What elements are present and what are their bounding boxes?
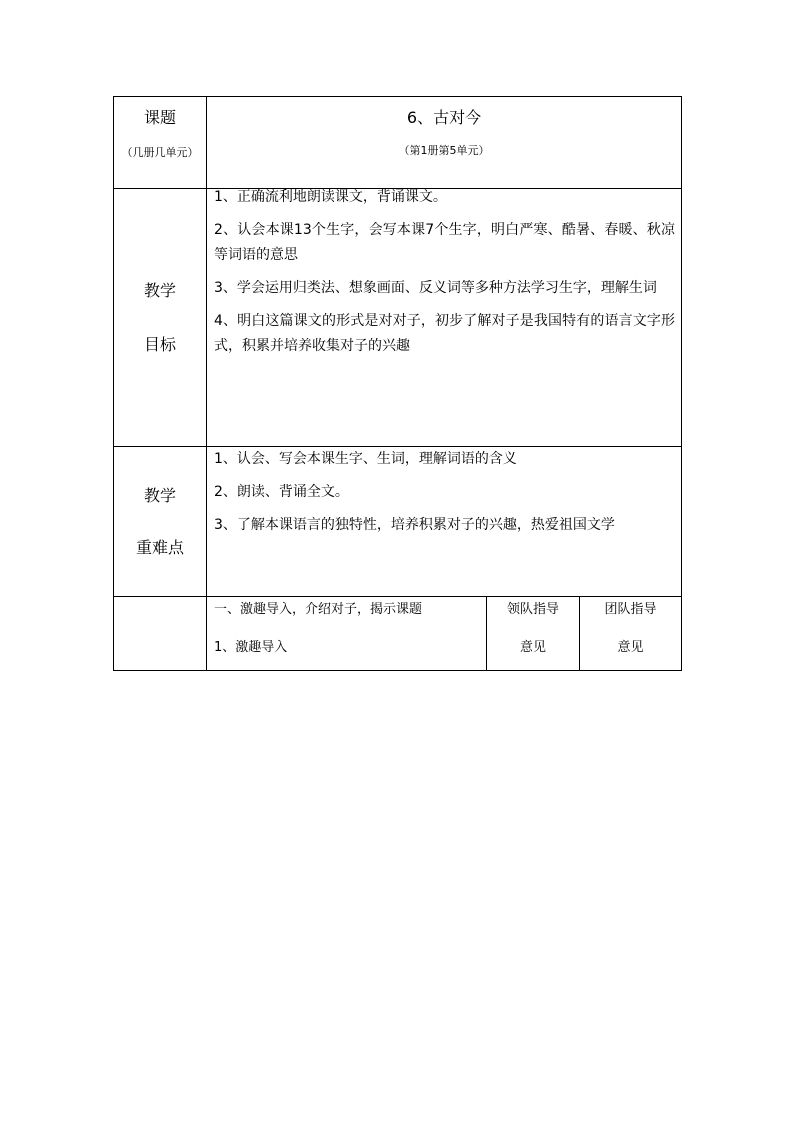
- process-label-cell: [114, 597, 207, 671]
- keypoint-item: 3、了解本课语言的独特性，培养积累对子的兴趣，热爱祖国文学: [214, 517, 615, 533]
- keypoint-item: 1、认会、写会本课生字、生词，理解词语的含义: [214, 451, 517, 467]
- process-row: [114, 597, 682, 671]
- topic-row: [114, 97, 682, 189]
- goal-item: 4、明白这篇课文的形式是对对子，初步了解对子是我国特有的语言文字形式，积累并培养收集对子的兴趣: [214, 313, 676, 354]
- lesson-plan-table: [113, 96, 682, 671]
- goals-label-line2: 目标: [143, 334, 176, 354]
- leader-guidance-cell: [487, 597, 580, 671]
- goals-content-cell: [207, 189, 682, 447]
- goal-item: 3、学会运用归类法、想象画面、反义词等多种方法学习生字，理解生词: [214, 280, 657, 296]
- keypoints-row: [114, 447, 682, 597]
- keypoints-label-line1: 教学: [143, 485, 176, 505]
- keypoints-label-line2: 重难点: [135, 537, 184, 557]
- goal-item: 2、认会本课13个生字，会写本课7个生字，明白严寒、酷暑、春暖、秋凉等词语的意思: [214, 222, 676, 263]
- leader-guidance-line2: 意见: [519, 640, 546, 655]
- keypoints-label-cell: [114, 447, 207, 597]
- topic-label-cell: [114, 97, 207, 189]
- team-guidance-line2: 意见: [617, 640, 644, 655]
- leader-guidance-line1: 领队指导: [506, 602, 559, 617]
- lesson-title: 6、古对今: [406, 108, 482, 127]
- process-step-title: 一、激趣导入，介绍对子，揭示课题: [214, 602, 423, 617]
- team-guidance-line1: 团队指导: [604, 602, 657, 617]
- goals-label-cell: [114, 189, 207, 447]
- process-content-cell: [207, 597, 487, 671]
- lesson-subtitle: （第1册第5单元）: [398, 144, 490, 157]
- goals-row: [114, 189, 682, 447]
- topic-label-sub: （几册几单元）: [121, 146, 199, 159]
- goals-label-line1: 教学: [143, 280, 176, 300]
- topic-content-cell: [207, 97, 682, 189]
- keypoints-content-cell: [207, 447, 682, 597]
- process-step-item: 1、激趣导入: [214, 640, 288, 655]
- keypoint-item: 2、朗读、背诵全文。: [214, 484, 349, 500]
- topic-label: 课题: [143, 108, 176, 127]
- goal-item: 1、正确流利地朗读课文，背诵课文。: [214, 189, 447, 205]
- team-guidance-cell: [580, 597, 682, 671]
